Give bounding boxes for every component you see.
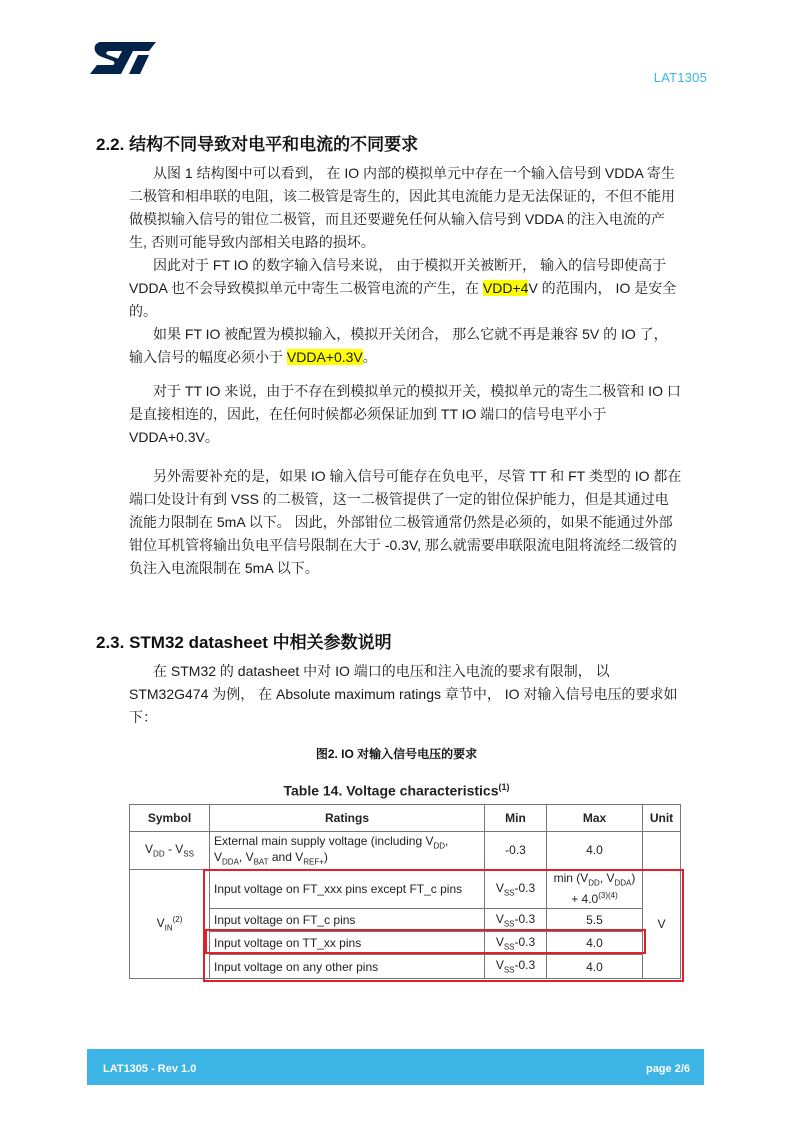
body-line: 如果 FT IO 被配置为模拟输入，模拟开关闭合， 那么它就不再是兼容 5V 的 IO 了， [153, 326, 668, 342]
body-line: STM32G474 为例， 在 Absolute maximum ratings 章节中， IO 对输入信号电压的要求如 [129, 686, 678, 702]
body-line: 因此对于 FT IO 的数字输入信号来说， 由于模拟开关被断开， 输入的信号即使高于 [153, 257, 667, 273]
footer-revision: LAT1305 - Rev 1.0 [103, 1063, 197, 1075]
body-line: 流能力限制在 5mA 以下。 因此，外部钳位二极管通常仍然是必须的，如果不能通过外部 [129, 514, 673, 530]
vin-rows-highlight-box [203, 869, 684, 982]
header-max: Max [547, 805, 643, 832]
figure-caption: 图2. IO 对输入信号电压的要求 [315, 747, 478, 761]
cell-max: 4.0 [547, 955, 643, 979]
cell-symbol-vdd-vss: $V_{DD} - V_{SS}$ [130, 832, 210, 870]
body-line: 生, 否则可能导致内部相关电路的损坏。 [129, 234, 375, 250]
cell-min-vss: $V_{SS}-0.3$ [485, 869, 547, 908]
section-2-3-body [129, 660, 704, 729]
tt-pins-highlight-box [205, 929, 646, 954]
cell-min-vss: $V_{SS}-0.3$ [485, 955, 547, 979]
cell-max-min-vdd: $\min (V_{DD}$, $V_{DDA}$) + $4.0^{(3)(4)}$ [547, 869, 643, 908]
cell-min-vss: $V_{SS}-0.3$ [485, 909, 547, 932]
section-2-3-heading: 2.3. STM32 datasheet 中相关参数说明 [96, 633, 392, 652]
body-line: VDDA+0.3V。 [129, 429, 219, 445]
body-line [129, 346, 704, 369]
body-text: 输入信号的幅度必须小于 [129, 349, 287, 365]
cell-max: 4.0 [547, 932, 643, 955]
body-line: 另外需要补充的是，如果 IO 输入信号可能存在负电平，尽管 TT 和 FT 类型的 IO 都在 [153, 468, 682, 484]
body-line: 端口处设计有到 VSS 的二极管，这一二极管提供了一定的钳位保护能力，但是其通过电 [129, 491, 669, 507]
highlighted-text: VDD+4 [482, 280, 529, 296]
body-line: 负注入电流限制在 5mA 以下。 [129, 560, 319, 576]
table-row [130, 832, 681, 870]
body-text: V 的范围内， IO 是安全 [528, 280, 677, 296]
header-ratings: Ratings [210, 805, 485, 832]
cell-max: 4.0 [547, 832, 643, 870]
cell-max: 5.5 [547, 909, 643, 932]
cell-rating-other: Input voltage on any other pins [210, 955, 485, 979]
body-line: 在 STM32 的 datasheet 中对 IO 端口的电压和注入电流的要求有限制， 以 [153, 663, 610, 679]
section-2-2-body [129, 162, 704, 369]
body-line: 做模拟输入信号的钳位二极管，而且还要避免任何从输入信号到 VDDA 的注入电流的产 [129, 211, 665, 227]
body-text: 。 [362, 349, 377, 365]
table-header-row [130, 805, 681, 832]
cell-rating-tt-xx: Input voltage on TT_xx pins [210, 932, 485, 955]
page-footer [87, 1049, 704, 1085]
cell-rating-supply: External main supply voltage (including $V_{DD}$, $V_{DDA}$, $V_{BAT}$ and $V_{REF+}$) [210, 832, 485, 870]
tt-io-paragraph [129, 380, 704, 449]
section-2-2-heading: 2.2. 结构不同导致对电平和电流的不同要求 [96, 135, 419, 154]
cell-symbol-vin: $V_{IN}^{(2)}$ [130, 869, 210, 978]
body-line: 的。 [129, 303, 157, 319]
header-min: Min [485, 805, 547, 832]
table-title-text: Table 14. Voltage characteristics [283, 782, 499, 799]
cell-unit-v: V [643, 869, 681, 978]
cell-min-vss: $V_{SS}-0.3$ [485, 932, 547, 955]
st-logo [88, 40, 158, 76]
cell-rating-ft-c: Input voltage on FT_c pins [210, 909, 485, 932]
body-line: 是直接相连的，因此，在任何时候都必须保证加到 TT IO 端口的信号电平小于 [129, 406, 607, 422]
cell-unit-empty [643, 832, 681, 870]
body-text: VDDA 也不会导致模拟单元中寄生二极管电流的产生，在 [129, 280, 483, 296]
cell-rating-ft-xxx: Input voltage on FT_xxx pins except FT_c pins [210, 869, 485, 908]
table-title-note: (1) [498, 782, 510, 792]
body-line: 钳位耳机管将输出负电平信号限制在大于 -0.3V, 那么就需要串联限流电阻将流经二级管的 [129, 537, 677, 553]
cell-min: -0.3 [485, 832, 547, 870]
document-id: LAT1305 [653, 70, 707, 85]
body-line: 对于 TT IO 来说，由于不存在到模拟单元的模拟开关，模拟单元的寄生二极管和 IO 口 [153, 383, 681, 399]
footer-page-number: page 2/6 [645, 1063, 690, 1075]
body-line: 二极管和相串联的电阻，该二极管是寄生的，因此其电流能力是无法保证的，不但不能用 [129, 188, 675, 204]
negative-level-paragraph [129, 465, 704, 580]
table-title [0, 782, 793, 799]
header-unit: Unit [643, 805, 681, 832]
highlighted-text: VDDA+0.3V [286, 349, 363, 365]
header-symbol: Symbol [130, 805, 210, 832]
body-line: 从图 1 结构图中可以看到， 在 IO 内部的模拟单元中存在一个输入信号到 VDDA 寄生 [153, 165, 675, 181]
body-line [129, 277, 704, 300]
body-line: 下： [129, 709, 157, 725]
